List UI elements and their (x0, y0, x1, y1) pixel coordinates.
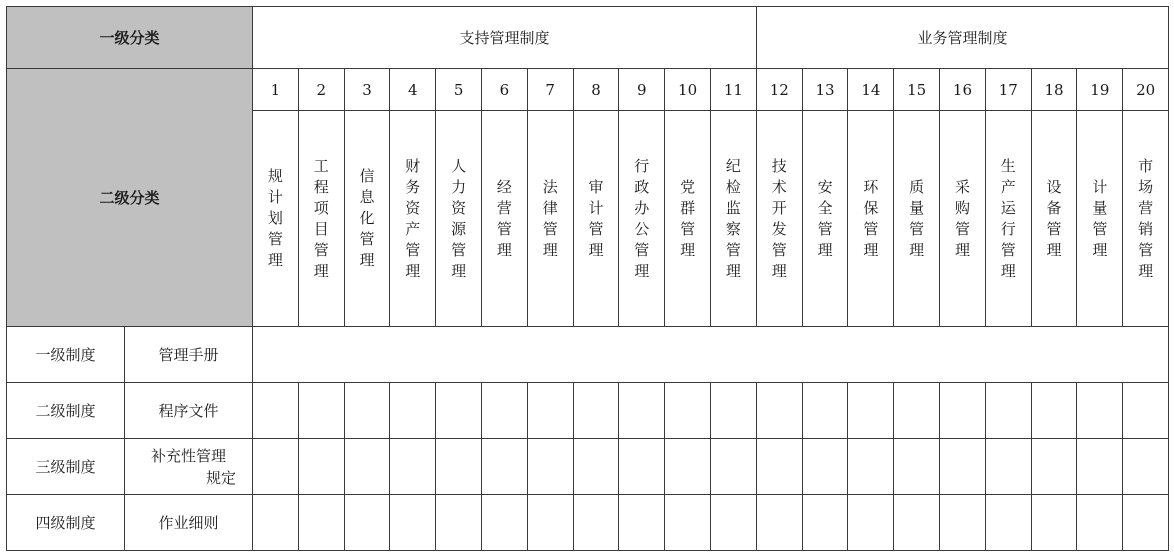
column-name-char: 政 (634, 177, 650, 196)
column-name-char: 资 (451, 198, 467, 217)
merged-cell (253, 327, 1169, 383)
column-name-char: 运 (1000, 198, 1016, 217)
column-name-char: 理 (1092, 240, 1108, 259)
column-name (253, 111, 299, 327)
column-number: 6 (482, 69, 528, 111)
level1-header: 一级分类 (7, 7, 253, 69)
column-name-char: 计 (588, 198, 604, 217)
column-name-char: 术 (771, 177, 787, 196)
column-name-char: 设 (1046, 177, 1062, 196)
column-name-char: 财 (405, 156, 421, 175)
table-cell (710, 439, 756, 495)
column-name-char: 管 (1138, 240, 1154, 259)
column-name-char: 理 (542, 240, 558, 259)
column-name-char: 务 (405, 177, 421, 196)
document-type (125, 327, 253, 383)
column-name (802, 111, 848, 327)
table-cell (894, 383, 940, 439)
table-cell (436, 383, 482, 439)
column-number: 17 (985, 69, 1031, 111)
column-name-char: 管 (359, 230, 375, 248)
table-cell (756, 383, 802, 439)
table-cell (298, 495, 344, 551)
management-system-table (6, 6, 1169, 551)
table-cell (344, 383, 390, 439)
table-cell (253, 439, 299, 495)
column-name-char: 销 (1138, 219, 1154, 238)
level-label: 一级制度 (7, 327, 125, 383)
column-name-char: 经 (496, 177, 512, 196)
column-name-char: 理 (313, 261, 329, 280)
table-cell (848, 495, 894, 551)
document-type (125, 439, 253, 495)
level-label: 二级制度 (7, 383, 125, 439)
column-name (1123, 111, 1169, 327)
column-number: 11 (710, 69, 756, 111)
table-cell (482, 439, 528, 495)
column-name (436, 111, 482, 327)
level-label: 四级制度 (7, 495, 125, 551)
table-row (7, 327, 1169, 383)
table-cell (344, 439, 390, 495)
column-name (1031, 111, 1077, 327)
group-header: 支持管理制度 (253, 7, 757, 69)
column-name-char: 律 (542, 198, 558, 217)
table-cell (298, 383, 344, 439)
column-number: 15 (894, 69, 940, 111)
column-name-char: 管 (863, 219, 879, 238)
column-name-char: 办 (634, 198, 650, 217)
column-name (482, 111, 528, 327)
column-name (344, 111, 390, 327)
column-number: 3 (344, 69, 390, 111)
column-name-char: 管 (771, 240, 787, 259)
column-name-char: 纪 (725, 156, 741, 175)
column-name (1077, 111, 1123, 327)
column-name-char: 管 (313, 240, 329, 259)
column-name-char: 规 (267, 167, 283, 185)
column-name-char: 采 (954, 177, 970, 196)
column-name-char: 化 (359, 209, 375, 227)
column-number: 16 (940, 69, 986, 111)
column-name-char: 群 (680, 198, 696, 217)
column-number: 7 (527, 69, 573, 111)
column-name-char: 行 (1000, 219, 1016, 238)
table-row (7, 383, 1169, 439)
table-cell (253, 383, 299, 439)
column-name-char: 目 (313, 219, 329, 238)
table-cell (573, 439, 619, 495)
column-name-char: 计 (267, 188, 283, 206)
table-cell (527, 383, 573, 439)
column-name-char: 理 (725, 261, 741, 280)
column-name-char: 场 (1138, 177, 1154, 196)
column-name (940, 111, 986, 327)
table-cell (1123, 383, 1169, 439)
column-name-char: 资 (405, 198, 421, 217)
table-cell (756, 439, 802, 495)
column-name-char: 市 (1138, 156, 1154, 175)
table-cell (1123, 439, 1169, 495)
column-name-char: 质 (909, 177, 925, 196)
column-name-char: 管 (817, 219, 833, 238)
column-name-char: 发 (771, 219, 787, 238)
column-name-char: 理 (817, 240, 833, 259)
column-name-char: 公 (634, 219, 650, 238)
table-cell (985, 383, 1031, 439)
column-name-char: 产 (405, 219, 421, 238)
column-name-char: 法 (542, 177, 558, 196)
column-name-char: 源 (451, 219, 467, 238)
column-name-char: 管 (405, 240, 421, 259)
column-number: 13 (802, 69, 848, 111)
column-name-char: 全 (817, 198, 833, 217)
column-name (985, 111, 1031, 327)
column-name-char: 理 (359, 251, 375, 269)
column-name-char: 管 (1046, 219, 1062, 238)
column-name-char: 管 (634, 240, 650, 259)
column-name-char: 生 (1000, 156, 1016, 175)
table-cell (1031, 495, 1077, 551)
column-name-char: 管 (1000, 240, 1016, 259)
table-cell (848, 439, 894, 495)
table-cell (527, 439, 573, 495)
column-name-char: 理 (771, 261, 787, 280)
table-cell (710, 383, 756, 439)
table-cell (619, 495, 665, 551)
column-number: 5 (436, 69, 482, 111)
table-cell (482, 495, 528, 551)
column-number: 14 (848, 69, 894, 111)
table-cell (665, 495, 711, 551)
table-cell (253, 495, 299, 551)
column-name (298, 111, 344, 327)
table-cell (619, 439, 665, 495)
column-name-char: 检 (725, 177, 741, 196)
table-cell (940, 383, 986, 439)
column-number: 19 (1077, 69, 1123, 111)
table-cell (298, 439, 344, 495)
column-name-char: 理 (863, 240, 879, 259)
column-name (619, 111, 665, 327)
table-cell (390, 439, 436, 495)
document-type-line: 补充性管理 (151, 446, 227, 465)
column-name-char: 监 (725, 198, 741, 217)
column-name-char: 理 (496, 240, 512, 259)
column-number: 18 (1031, 69, 1077, 111)
column-name-char: 管 (496, 219, 512, 238)
table-cell (573, 383, 619, 439)
table-cell (390, 383, 436, 439)
table-cell (940, 439, 986, 495)
column-name-char: 理 (1046, 240, 1062, 259)
table-cell (894, 439, 940, 495)
column-name-char: 党 (680, 177, 696, 196)
column-name-char: 理 (954, 240, 970, 259)
table-cell (756, 495, 802, 551)
level-label: 三级制度 (7, 439, 125, 495)
table-cell (940, 495, 986, 551)
table-cell (894, 495, 940, 551)
table-cell (985, 495, 1031, 551)
column-name-char: 管 (542, 219, 558, 238)
column-name (390, 111, 436, 327)
column-name (848, 111, 894, 327)
table-cell (1077, 439, 1123, 495)
table-cell (1077, 495, 1123, 551)
column-name-char: 管 (909, 219, 925, 238)
column-number: 20 (1123, 69, 1169, 111)
table-cell (482, 383, 528, 439)
column-name-char: 项 (313, 198, 329, 217)
column-name (665, 111, 711, 327)
column-name-char: 理 (588, 240, 604, 259)
document-type (125, 495, 253, 551)
column-name-char: 理 (680, 240, 696, 259)
table-cell (390, 495, 436, 551)
column-name-char: 环 (863, 177, 879, 196)
column-name (894, 111, 940, 327)
table-row (7, 439, 1169, 495)
column-number: 4 (390, 69, 436, 111)
table-cell (665, 439, 711, 495)
table-cell (344, 495, 390, 551)
table-cell (619, 383, 665, 439)
column-name-char: 审 (588, 177, 604, 196)
column-name-char: 安 (817, 177, 833, 196)
group-header: 业务管理制度 (756, 7, 1168, 69)
table-cell (436, 439, 482, 495)
column-name-char: 行 (634, 156, 650, 175)
level2-header: 二级分类 (7, 69, 253, 327)
document-type-line: 作业细则 (158, 514, 219, 532)
column-name-char: 产 (1000, 177, 1016, 196)
column-number: 12 (756, 69, 802, 111)
column-number: 2 (298, 69, 344, 111)
column-name-char: 管 (725, 240, 741, 259)
column-name-char: 信 (359, 167, 375, 185)
column-name-char: 管 (267, 230, 283, 248)
column-name-char: 保 (863, 198, 879, 217)
column-name-char: 购 (954, 198, 970, 217)
table-row (7, 495, 1169, 551)
column-name-char: 量 (909, 198, 925, 217)
column-name (756, 111, 802, 327)
column-name-char: 营 (1138, 198, 1154, 217)
column-name-char: 开 (771, 198, 787, 217)
column-name (710, 111, 756, 327)
column-name-char: 理 (451, 261, 467, 280)
table-cell (665, 383, 711, 439)
table-cell (848, 383, 894, 439)
column-name-char: 察 (725, 219, 741, 238)
table-cell (802, 439, 848, 495)
document-type-line: 程序文件 (158, 402, 219, 420)
column-name-char: 理 (405, 261, 421, 280)
column-name-char: 管 (588, 219, 604, 238)
column-name-char: 理 (634, 261, 650, 280)
column-number: 8 (573, 69, 619, 111)
column-number: 1 (253, 69, 299, 111)
table-cell (1123, 495, 1169, 551)
column-name-char: 理 (267, 251, 283, 269)
table-cell (1077, 383, 1123, 439)
table-cell (802, 383, 848, 439)
column-name-char: 量 (1092, 198, 1108, 217)
table-cell (710, 495, 756, 551)
column-name-char: 技 (771, 156, 787, 175)
column-name-char: 息 (359, 188, 375, 206)
column-name (527, 111, 573, 327)
column-name (573, 111, 619, 327)
column-number: 9 (619, 69, 665, 111)
column-name-char: 计 (1092, 177, 1108, 196)
table-cell (573, 495, 619, 551)
table-cell (802, 495, 848, 551)
column-name-char: 理 (1138, 261, 1154, 280)
table-cell (436, 495, 482, 551)
table-cell (1031, 439, 1077, 495)
table-cell (1031, 383, 1077, 439)
column-name-char: 人 (451, 156, 467, 175)
column-name-char: 理 (909, 240, 925, 259)
document-type (125, 383, 253, 439)
column-name-char: 工 (313, 156, 329, 175)
column-name-char: 管 (1092, 219, 1108, 238)
column-name-char: 管 (954, 219, 970, 238)
column-name-char: 划 (267, 209, 283, 227)
column-number: 10 (665, 69, 711, 111)
column-name-char: 管 (451, 240, 467, 259)
column-name-char: 力 (451, 177, 467, 196)
table-cell (527, 495, 573, 551)
document-type-line: 管理手册 (158, 346, 219, 364)
document-type-line: 规定 (206, 468, 237, 487)
column-name-char: 营 (496, 198, 512, 217)
column-name-char: 理 (1000, 261, 1016, 280)
column-name-char: 备 (1046, 198, 1062, 217)
column-name-char: 管 (680, 219, 696, 238)
column-name-char: 程 (313, 177, 329, 196)
table-cell (985, 439, 1031, 495)
